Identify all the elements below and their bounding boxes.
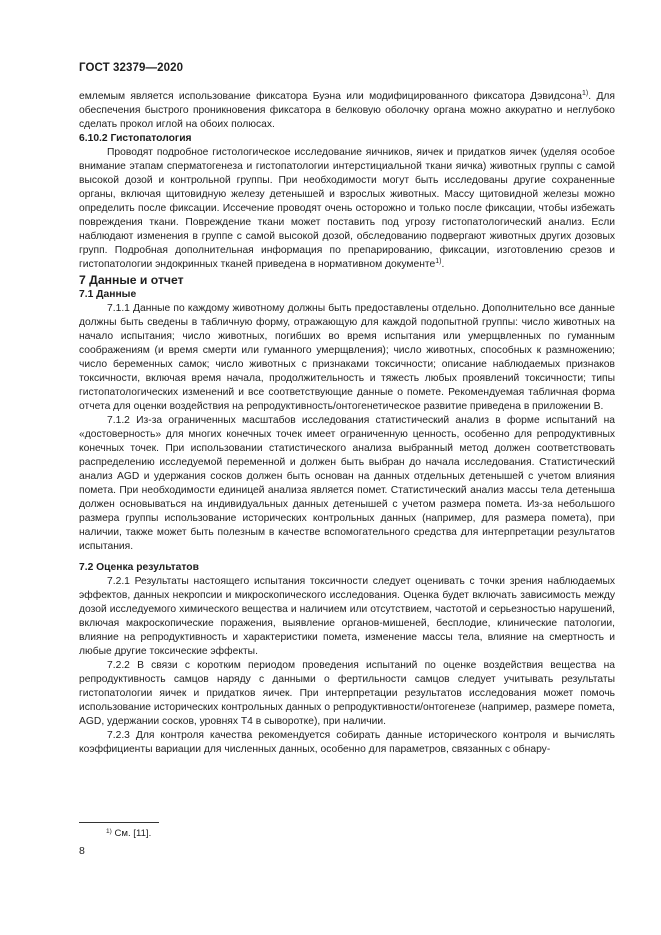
footnote-text: См. [11]. [114,828,152,839]
footnote-ref[interactable]: 1) [582,90,589,97]
footnote-divider [79,822,159,823]
paragraph-histopathology: Проводят подробное гистологическое исследование яичников, яичек и придатков яичек (уделяя особое внимание этапам сперматогенеза и гистопатологии интерстициальной ткани яичка) животных группы с самой высокой дозой и контрольной группы. При необходимости могут быть исследованы другие сохраненные органы, включая щитовидную железу детенышей и взрослых животных. Массу щитовидной железы можно определить после фиксации. Иссечение проводят очень осторожно и только после фиксации, чтобы избежать повреждения ткани. Повреждение ткани может поставить под угрозу гистопатологический анализ. Если наблюдают изменения в группе с самой высокой дозой, обследованию подвергают животных других дозовых групп. Подробная дополнительная информация по препарированию, фиксации, изготовлению срезов и гистопатологии эндокринных тканей приведена в нормативном документе$^{1)}$. [79,147,615,270]
document-body [79,90,615,757]
paragraph-7-1-2: 7.1.2 Из-за ограниченных масштабов исследования статистический анализ в форме испытаний на «достоверность» для многих конечных точек имеет ограниченную ценность, особенно для репродуктивных конечных точек. При использовании статистического анализа выбранный метод должен соответствовать распределению исследуемой переменной и должен быть выбран до начала исследования. Статистический анализ AGD и удержания сосков должен быть основан на данных отдельных детенышей с учетом влияния помета. При необходимости единицей анализа является помет. Статистический анализ массы тела детеныша должен основываться на индивидуальных данных детенышей с учетом размера помета. Из-за небольшого размера группы использование исторических контрольных данных (например, для размера помета), при наличии, также может быть полезным в качестве вспомогательного средства для интерпретации результатов испытания. [79,415,615,552]
footnote-marker: 1) [106,828,112,835]
paragraph-7-2-1: 7.2.1 Результаты настоящего испытания токсичности следует оценивать с точки зрения наблюдаемых эффектов, данных некропсии и микроскопического исследования. Оценка будет включать зависимость между дозой исследуемого химического вещества и наличием или отсутствием, частотой и серьезностью нарушений, включая макроскопические поражения, выявление органов-мишеней, бесплодие, клинические патологии, влияние на репродуктивность и характеристики помета, изменение массы тела, влияние на смертность и любые другие токсические эффекты. [79,576,615,657]
footnote-ref[interactable]: 1) [435,258,442,265]
paragraph-7-2-2: 7.2.2 В связи с коротким периодом проведения испытаний по оценке воздействия вещества на репродуктивность самцов наряду с данными о фертильности самцов следует учитывать результаты гистопатологии яичек и придатков яичек. При интерпретации результатов исследования может помочь использование исторических контрольных данных о репродуктивности/онтогенезе (например, размере помета, AGD, удержании сосков, уровнях Т4 в сыворотке), при наличии. [79,660,615,727]
section-heading-7-1: 7.1 Данные [79,289,137,300]
paragraph-7-2-3: 7.2.3 Для контроля качества рекомендуется собирать данные исторического контроля и вычислять коэффициенты вариации для численных данных, особенно для параметров, связанных с обнару- [79,730,615,755]
paragraph-continuation: емлемым является использование фиксатора Буэна или модифицированного фиксатора Дэвидсона$^{1)}$. Для обеспечения быстрого проникновения фиксатора в белковую оболочку органа можно аккуратно и неглубоко сделать прокол иглой на обоих полюсах. [79,90,615,130]
paragraph-7-1-1: 7.1.1 Данные по каждому животному должны быть предоставлены отдельно. Дополнительно все данные должны быть сведены в табличную форму, отражающую для каждой подопытной группы: число животных на начало испытания; число животных, погибших во время испытания или умерщвленных по гуманным соображениям (и время смерти или гуманного умерщвления); число животных, способных к размножению; число беременных самок; число животных с признаками токсичности; описание наблюдаемых признаков токсичности, включая время начала, продолжительность и тяжесть любых проявлений токсичности; типы гистопатологических изменений и все соответствующие данные о помете. Рекомендуемая табличная форма отчета для оценки воздействия на репродуктивность/онтогенетическое развитие приведена в приложении В. [79,303,615,412]
document-header: ГОСТ 32379—2020 [79,62,184,74]
section-heading-6-10-2: 6.10.2 Гистопатология [79,133,192,144]
footnote [106,828,151,839]
section-heading-7-2: 7.2 Оценка результатов [79,562,199,573]
section-heading-7: 7 Данные и отчет [79,273,184,287]
page-number: 8 [79,845,85,857]
